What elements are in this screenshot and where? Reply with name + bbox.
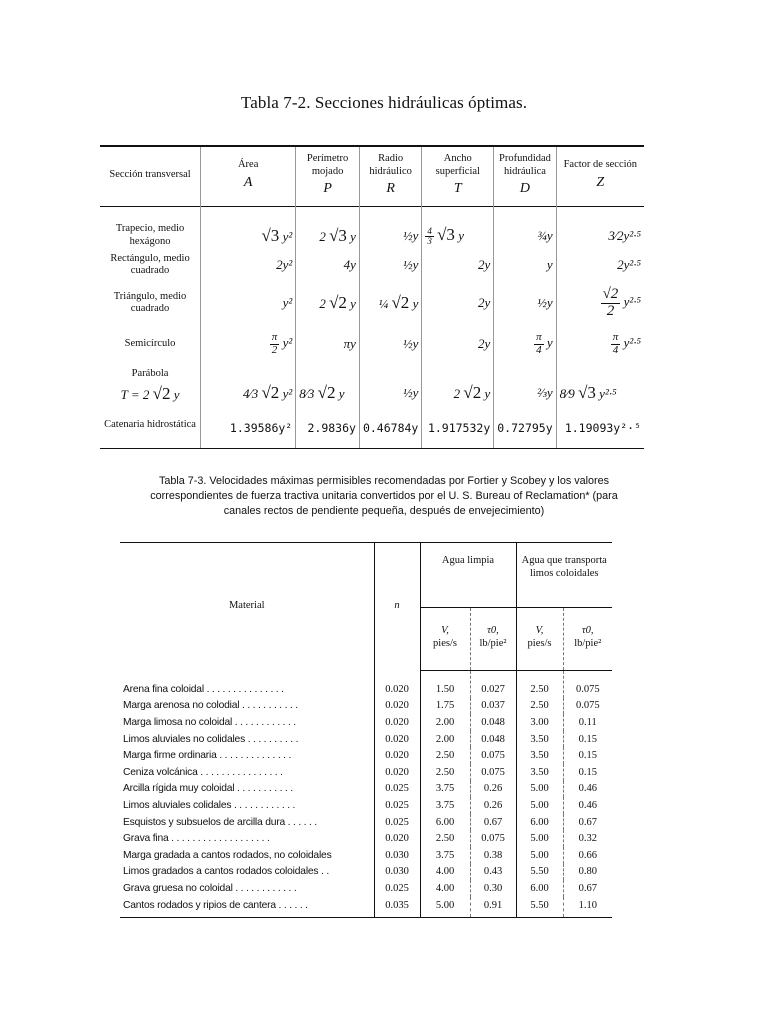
velocity-colloidal-value: 5.00: [516, 797, 563, 814]
header-velocity-clean: V, pies/s: [420, 608, 470, 671]
tau-colloidal-value: 0.46: [563, 797, 612, 814]
section-name: Catenaria hidrostática: [100, 408, 201, 448]
depth-value: 0.72795y: [494, 408, 556, 448]
header-tau-clean: τ0, lb/pie²: [470, 608, 516, 671]
velocity-clean-value: 1.50: [420, 671, 470, 698]
n-value: 0.030: [374, 864, 420, 881]
tau-colloidal-value: 0.15: [563, 731, 612, 748]
material-cell: Grava gruesa no coloidal . . . . . . . . . . . .: [123, 882, 297, 894]
tau-clean-value: 0.43: [470, 864, 516, 881]
section-name: Parábola T = 2 √2 y: [120, 367, 180, 404]
velocity-clean-value: 2.50: [420, 830, 470, 847]
n-value: 0.020: [374, 731, 420, 748]
top-width-value: 2 √2 y: [422, 364, 494, 408]
top-width-value: 2y: [422, 282, 494, 324]
tau-colloidal-value: 0.46: [563, 781, 612, 798]
n-value: 0.020: [374, 747, 420, 764]
top-width-value: 2y: [422, 324, 494, 364]
material-cell: Marga gradada a cantos rodados, no coloidales: [123, 849, 332, 861]
header-radius: Radio hidráulico R: [359, 146, 421, 206]
perimeter-value: 2 √3 y: [296, 206, 360, 248]
velocity-clean-value: 2.00: [420, 731, 470, 748]
table-header-row: [120, 543, 612, 608]
radius-value: ½y: [359, 364, 421, 408]
table-row: [120, 714, 612, 731]
tau-clean-value: 0.075: [470, 747, 516, 764]
tau-clean-value: 0.67: [470, 814, 516, 831]
tau-colloidal-value: 0.80: [563, 864, 612, 881]
area-value: y²: [201, 282, 296, 324]
table-row: [120, 671, 612, 698]
velocity-colloidal-value: 5.00: [516, 847, 563, 864]
velocity-clean-value: 1.75: [420, 698, 470, 715]
section-factor-value: 1.19093y²·⁵: [556, 408, 644, 448]
tau-colloidal-value: 0.075: [563, 698, 612, 715]
n-value: 0.025: [374, 781, 420, 798]
tau-clean-value: 0.26: [470, 797, 516, 814]
table-row: [120, 764, 612, 781]
table-header-row: [100, 146, 644, 206]
velocity-clean-value: 2.00: [420, 714, 470, 731]
section-factor-value: 3⁄2y²·⁵: [556, 206, 644, 248]
tau-colloidal-value: 0.32: [563, 830, 612, 847]
material-cell: Marga arenosa no colodial . . . . . . . . . . .: [123, 700, 298, 712]
radius-value: ½y: [359, 206, 421, 248]
section-factor-value: $\frac{√2}{2}$ y²·⁵: [556, 282, 644, 324]
velocity-clean-value: 3.75: [420, 847, 470, 864]
table-row: [120, 847, 612, 864]
max-permissible-velocities-table: [120, 542, 612, 918]
velocity-clean-value: 2.50: [420, 747, 470, 764]
n-value: 0.025: [374, 880, 420, 897]
section-factor-value: 8⁄9 √3 y²·⁵: [556, 364, 644, 408]
tau-colloidal-value: 0.075: [563, 671, 612, 698]
material-cell: Grava fina . . . . . . . . . . . . . . . . . . .: [123, 833, 270, 845]
depth-value: ⅔y: [494, 364, 556, 408]
velocity-clean-value: 5.00: [420, 897, 470, 918]
table-7-2-title: Tabla 7-2. Secciones hidráulicas óptimas.: [240, 93, 528, 112]
n-value: 0.020: [374, 671, 420, 698]
tau-clean-value: 0.26: [470, 781, 516, 798]
header-depth: Profundidad hidráulica D: [494, 146, 556, 206]
velocity-colloidal-value: 5.50: [516, 864, 563, 881]
material-cell: Cantos rodados y ripios de cantera . . . . . .: [120, 897, 374, 918]
header-clean-water: Agua limpia: [420, 543, 516, 608]
header-top-width: Ancho superficial T: [422, 146, 494, 206]
velocity-colloidal-value: 2.50: [516, 671, 563, 698]
tau-colloidal-value: 0.67: [563, 814, 612, 831]
top-width-value: 1.917532y: [422, 408, 494, 448]
section-name: Semicírculo: [124, 337, 176, 349]
table-row: [100, 364, 644, 408]
material-cell: Ceniza volcánica . . . . . . . . . . . . . . . .: [123, 766, 283, 778]
velocity-clean-value: 4.00: [420, 880, 470, 897]
perimeter-value: 8⁄3 √2 y: [296, 364, 360, 408]
velocity-colloidal-value: 5.00: [516, 781, 563, 798]
section-name: Trapecio, medio hexágono: [115, 222, 185, 247]
material-cell: Marga firme ordinaria . . . . . . . . . . . . . .: [123, 750, 292, 762]
tau-clean-value: 0.91: [470, 897, 516, 918]
n-value: 0.020: [374, 698, 420, 715]
velocity-colloidal-value: 3.50: [516, 731, 563, 748]
top-width-value: $\frac{4}{3}$ √3 y: [422, 206, 494, 248]
material-cell: Limos gradados a cantos rodados coloidales . .: [123, 866, 330, 878]
perimeter-value: 2.9836y: [296, 408, 360, 448]
velocity-clean-value: 4.00: [420, 864, 470, 881]
tau-colloidal-value: 0.15: [563, 764, 612, 781]
section-name: Triángulo, medio cuadrado: [113, 290, 187, 315]
table-row: [120, 731, 612, 748]
header-material: Material: [228, 600, 265, 612]
tau-colloidal-value: 0.11: [563, 714, 612, 731]
velocity-colloidal-value: 3.50: [516, 747, 563, 764]
tau-clean-value: 0.037: [470, 698, 516, 715]
tau-clean-value: 0.048: [470, 731, 516, 748]
n-value: 0.020: [374, 714, 420, 731]
top-width-value: 2y: [422, 248, 494, 282]
depth-value: ¾y: [494, 206, 556, 248]
n-value: 0.020: [374, 764, 420, 781]
table-row: [100, 248, 644, 282]
table-row: [120, 897, 612, 918]
velocity-colloidal-value: 6.00: [516, 814, 563, 831]
velocity-colloidal-value: 3.50: [516, 764, 563, 781]
velocity-colloidal-value: 2.50: [516, 698, 563, 715]
velocity-colloidal-value: 5.00: [516, 830, 563, 847]
tau-colloidal-value: 1.10: [563, 897, 612, 918]
material-cell: Arcilla rígida muy coloidal . . . . . . . . . . .: [123, 783, 293, 795]
radius-value: ½y: [359, 248, 421, 282]
material-cell: Esquistos y subsuelos de arcilla dura . . . . . .: [123, 816, 317, 828]
radius-value: ½y: [359, 324, 421, 364]
area-value: 1.39586y²: [201, 408, 296, 448]
tau-clean-value: 0.048: [470, 714, 516, 731]
velocity-colloidal-value: 3.00: [516, 714, 563, 731]
tau-colloidal-value: 0.15: [563, 747, 612, 764]
table-row: [120, 864, 612, 881]
section-name: Rectángulo, medio cuadrado: [110, 252, 190, 277]
material-cell: Arena fina coloidal . . . . . . . . . . . . . . .: [123, 683, 284, 695]
tau-clean-value: 0.38: [470, 847, 516, 864]
n-value: 0.025: [374, 797, 420, 814]
table-row: [100, 282, 644, 324]
section-factor-value: 2y²·⁵: [556, 248, 644, 282]
table-row: [120, 781, 612, 798]
section-factor-value: $\frac{\pi}{4}$ y²·⁵: [556, 324, 644, 364]
area-value: 4⁄3 √2 y²: [201, 364, 296, 408]
table-row: [120, 797, 612, 814]
n-value: 0.020: [374, 830, 420, 847]
material-cell: Limos aluviales colidales . . . . . . . . . . . .: [123, 799, 296, 811]
area-value: $\frac{\pi}{2}$ y²: [201, 324, 296, 364]
header-section: Sección transversal: [109, 169, 191, 181]
radius-value: ¼ √2 y: [359, 282, 421, 324]
table-row: [100, 408, 644, 448]
velocity-colloidal-value: 6.00: [516, 880, 563, 897]
area-value: 2y²: [201, 248, 296, 282]
header-perimeter: Perímetro mojado P: [296, 146, 360, 206]
material-cell: Limos aluviales no colidales . . . . . . . . . .: [123, 733, 299, 745]
velocity-colloidal-value: 5.50: [516, 897, 563, 918]
optimal-hydraulic-sections-table: [100, 145, 644, 449]
area-value: √3 y²: [201, 206, 296, 248]
perimeter-value: 4y: [296, 248, 360, 282]
table-7-3-caption: Tabla 7-3. Velocidades máximas permisibles recomendadas por Fortier y Scobey y los valores correspondientes de fuerza tractiva unitaria convertidos por el U. S. Bureau of Reclamation* (para canales rectos de pendiente pequeña, después de envejecimiento): [150, 475, 618, 517]
table-row: [120, 698, 612, 715]
header-colloidal-water: Agua que transporta limos coloidales: [516, 543, 612, 608]
header-tau-colloidal: τ0, lb/pie²: [563, 608, 612, 671]
tau-colloidal-value: 0.66: [563, 847, 612, 864]
radius-value: 0.46784y: [359, 408, 421, 448]
table-row: [120, 747, 612, 764]
perimeter-value: 2 √2 y: [296, 282, 360, 324]
perimeter-value: πy: [296, 324, 360, 364]
table-row: [120, 880, 612, 897]
velocity-clean-value: 6.00: [420, 814, 470, 831]
tau-clean-value: 0.075: [470, 830, 516, 847]
header-n: n: [374, 543, 420, 671]
velocity-clean-value: 2.50: [420, 764, 470, 781]
tau-clean-value: 0.027: [470, 671, 516, 698]
velocity-clean-value: 3.75: [420, 781, 470, 798]
depth-value: $\frac{\pi}{4}$ y: [494, 324, 556, 364]
table-row: [120, 830, 612, 847]
depth-value: ½y: [494, 282, 556, 324]
material-cell: Marga limosa no coloidal . . . . . . . . . . . .: [123, 716, 296, 728]
n-value: 0.035: [374, 897, 420, 918]
n-value: 0.025: [374, 814, 420, 831]
table-row: [100, 324, 644, 364]
tau-clean-value: 0.30: [470, 880, 516, 897]
table-row: [100, 206, 644, 248]
header-section-factor: Factor de sección Z: [556, 146, 644, 206]
depth-value: y: [494, 248, 556, 282]
header-velocity-colloidal: V, pies/s: [516, 608, 563, 671]
n-value: 0.030: [374, 847, 420, 864]
tau-clean-value: 0.075: [470, 764, 516, 781]
velocity-clean-value: 3.75: [420, 797, 470, 814]
tau-colloidal-value: 0.67: [563, 880, 612, 897]
table-row: [120, 814, 612, 831]
header-area: Área A: [201, 146, 296, 206]
